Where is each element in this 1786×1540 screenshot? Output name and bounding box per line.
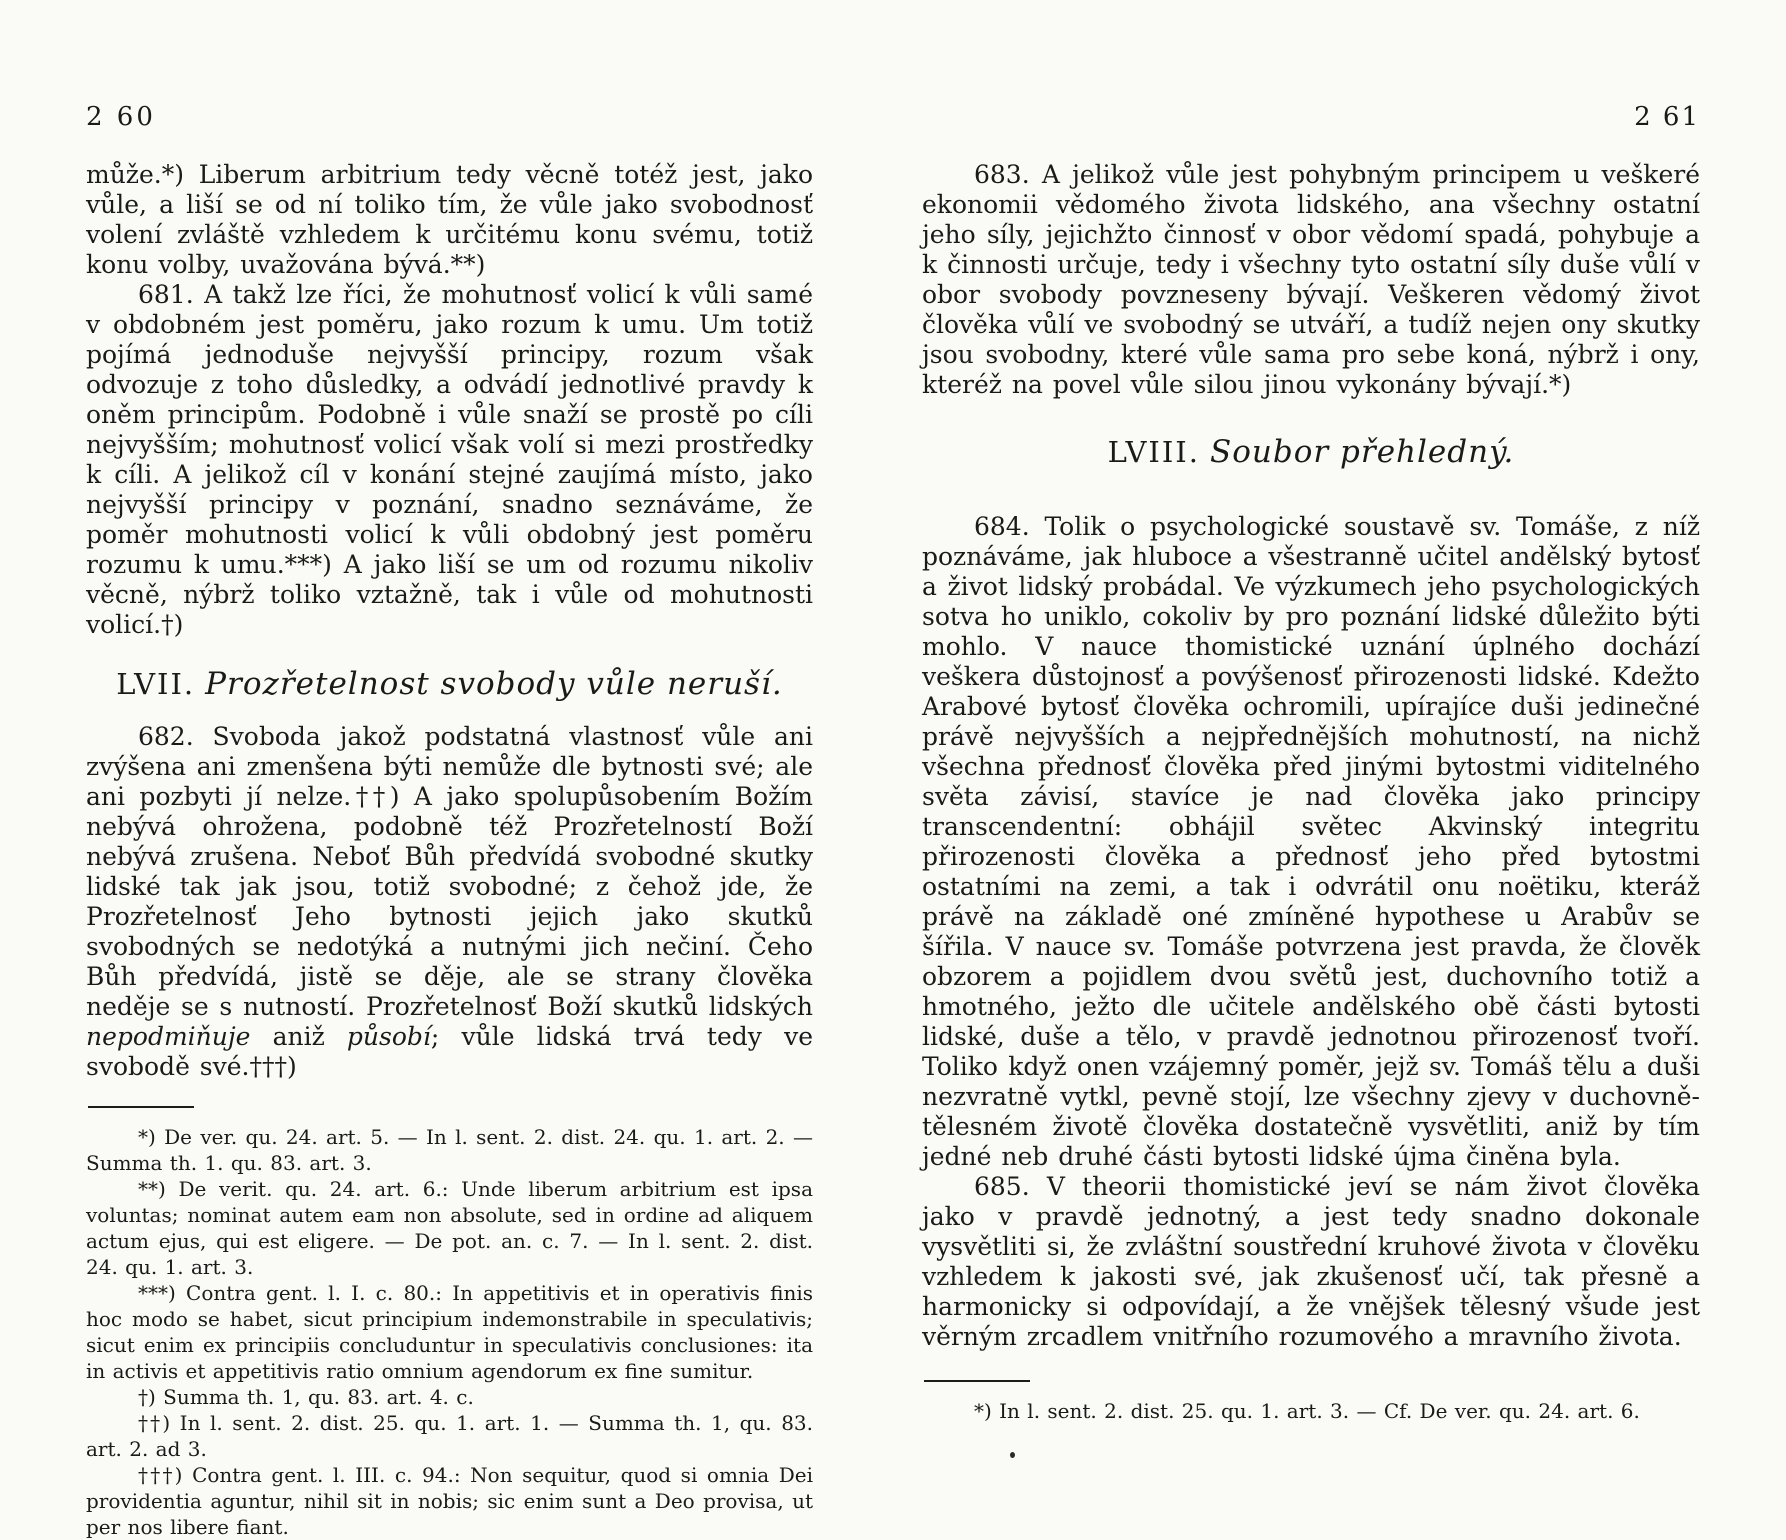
- paragraph-684: 684. Tolik o psychologické soustavě sv. Tomáše, z níž poznáváme, jak hluboce a všestranně učitel andělský bytosť a život lidský probádal. Ve výzkumech jeho psychologických sotva ho uniklo, cokoliv by pro poznání lidské důležito býti mohlo. V nauce thomistické uznání úplného dochází veškera důstojnosť a povýšenosť přirozenosti lidské. Kdežto Arabové bytosť člověka ochromili, upírajíce duši jedinečné právě nejvyšších a nejpřednějších mohutností, na nichž všechna přednosť člověka před jinými bytostmi viditelného světa závisí, stavíce je nad člověka jako principy transcendentní: obhájil světec Akvinský integritu přirozenosti člověka a přednosť jeho před bytostmi ostatními na zemi, a tak i odvrátil onu noëtiku, kteráž právě na základě oné zmíněné hypothese u Arabův se šířila. V nauce sv. Tomáše potvrzena jest pravda, že člověk obzorem a pojidlem dvou světů jest, duchovního totiž a hmotného, ježto dle učitele andělského obě části bytosti lidské, duše a tělo, v pravdě jednotnou přirozenosť tvoří. Toliko když onen vzájemný poměr, jejž sv. Tomáš tělu a duši nezvratně vytkl, pevně stojí, lze všechny zjevy v duchovně-tělesném životě člověka dostatečně vysvětliti, aniž by tím jedné neb druhé části bytosti lidské újma činěna byla.: [922, 512, 1700, 1171]
- paragraph-682-text: aniž: [250, 1022, 347, 1051]
- footnote-3dagger: †††) Contra gent. l. III. c. 94.: Non sequitur, quod si omnia Dei providentia aguntur, nihil sit in nobis; sic enim sunt a Deo provisa, ut per nos libere fiant.: [86, 1463, 813, 1539]
- print-artifact-dot: [1010, 1452, 1015, 1458]
- heading-title: Soubor přehledný.: [1210, 434, 1515, 470]
- page-number-left: 2 60: [86, 102, 156, 132]
- paragraph-682-text: 682. Svoboda jakož podstatná vlastnosť vůle ani zvýšena ani zmenšena býti nemůže dle bytnosti své; ale ani pozbyti jí nelze.††) A jako spolupůsobením Božím nebývá ohrožena, podobně též Prozřetelností Boží nebývá zrušena. Neboť Bůh předvídá svobodné skutky lidské tak jak jsou, totiž svobodné; z čehož jde, že Prozřetelnosť Jeho bytnosti jejich jako skutků svobodných se nedotýká a nutnými jich nečiní. Čeho Bůh předvídá, jistě se děje, ale se strany člověka neděje se s nutností. Prozřetelnosť Boží skutků lidských: [86, 722, 813, 1021]
- paragraph-685: 685. V theorii thomistické jeví se nám život člověka jako v pravdě jednotný, a jest tedy snadno dokonale vysvětliti si, že zvláštní soustřední kruhové života v člověku vzhledem k jakosti své, jak zkušenosť učí, tak přesně a harmonicky si odpovídají, a že vnějšek tělesný všude jest věrným zrcadlem vnitřního rozumového a mravního života.: [922, 1172, 1700, 1351]
- paragraph-683: 683. A jelikož vůle jest pohybným principem u veškeré ekonomii vědomého života lidského, ana všechny ostatní jeho síly, jejichžto činnosť v obor vědomí spadá, pohybuje a k činnosti určuje, tedy i všechny tyto ostatní síly duše vůlí v obor svobody povzneseny bývají. Veškeren vědomý život člověka vůlí ve svobodný se utváří, a tudíž nejen ony skutky jsou svobodny, které vůle sama pro sebe koná, nýbrž i ony, kteréž na povel vůle silou jinou vykonány bývají.*): [922, 160, 1700, 399]
- heading-numeral: LVIII.: [1107, 435, 1200, 469]
- footnote-divider: [88, 1106, 194, 1108]
- paragraph-682-italic-1: nepodmiňuje: [86, 1022, 251, 1051]
- footnote-2dagger: ††) In l. sent. 2. dist. 25. qu. 1. art. 1. — Summa th. 1, qu. 83. art. 2. ad 3.: [86, 1411, 813, 1461]
- section-heading-lvii: [86, 666, 813, 702]
- paragraph-682: [86, 722, 813, 1082]
- heading-numeral: LVII.: [116, 667, 196, 701]
- left-page: [86, 0, 813, 1540]
- page-number-right: 2 61: [1634, 102, 1700, 132]
- paragraph-681: 681. A takž lze říci, že mohutnosť volicí k vůli samé v obdobném jest poměru, jako rozum k umu. Um totiž pojímá jednoduše nejvyšší principy, rozum však odvozuje z toho důsledky, a odvádí jednotlivé pravdy k oněm principům. Podobně i vůle snaží se prostě po cíli nejvyšším; mohutnosť volicí však volí si mezi prostředky k cíli. A jelikož cíl v konání stejné zaujímá místo, jako nejvyšší principy v poznání, snadno seznáváme, že poměr mohutnosti volicí k vůli obdobný jest poměru rozumu k umu.***) A jako liší se um od rozumu nikoliv věcně, nýbrž toliko vztažně, tak i vůle od mohutnosti volicí.†): [86, 280, 813, 639]
- footnote-3star: ***) Contra gent. l. I. c. 80.: In appetitivis et in operativis finis hoc modo se habet, sicut principium indemonstrabile in speculativis; sicut enim ex principiis concluduntur in speculativis conclusiones: ita in activis et appetitivis ratio omnium agendorum ex fine sumitur.: [86, 1281, 813, 1383]
- footnote-star: *) In l. sent. 2. dist. 25. qu. 1. art. 3. — Cf. De ver. qu. 24. art. 6.: [974, 1399, 1640, 1423]
- footnotes-left: [86, 1124, 813, 1540]
- paragraph-682-italic-2: působí: [346, 1022, 431, 1051]
- right-page: [922, 0, 1700, 1458]
- paragraph-continuation: může.*) Liberum arbitrium tedy věcně totéž jest, jako vůle, a liší se od ní toliko tím, že vůle jako svobodnosť volení zvláště vzhledem k určitému konu svému, totiž konu volby, uvažována bývá.**): [86, 160, 813, 279]
- paragraph-682-text: ; vůle lidská trvá tedy ve svobodě své.†††): [86, 1022, 813, 1081]
- footnote-dagger: †) Summa th. 1, qu. 83. art. 4. c.: [138, 1385, 474, 1409]
- heading-title: Prozřetelnost svobody vůle neruší.: [205, 666, 783, 702]
- section-heading-lviii: [922, 434, 1700, 470]
- footnote-star: *) De ver. qu. 24. art. 5. — In l. sent. 2. dist. 24. qu. 1. art. 2. — Summa th. 1. qu. 83. art. 3.: [86, 1125, 813, 1175]
- footnote-2star: **) De verit. qu. 24. art. 6.: Unde liberum arbitrium est ipsa voluntas; nominat autem eam non absolute, sed in ordine ad aliquem actum ejus, qui est eligere. — De pot. an. c. 7. — In l. sent. 2. dist. 24. qu. 1. art. 3.: [86, 1177, 813, 1279]
- footnote-divider: [924, 1380, 1030, 1382]
- footnotes-right: [922, 1398, 1700, 1424]
